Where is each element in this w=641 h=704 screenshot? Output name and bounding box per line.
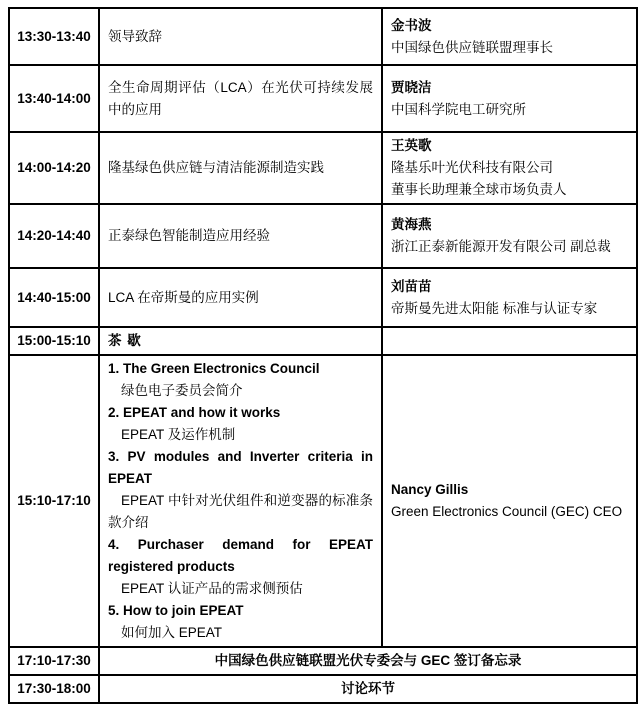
agenda-item-zh: EPEAT 认证产品的需求侧预估 [121,581,303,596]
speaker-name: 贾晓洁 [391,79,432,95]
speaker-name: 王英歌 [391,138,432,153]
topic-cell: 隆基绿色供应链与清洁能源制造实践 [99,132,382,204]
speaker-name: 刘苗苗 [391,278,432,294]
speaker-affiliation: 中国绿色供应链联盟理事长 [391,39,553,55]
speaker-cell [382,132,637,204]
speaker-affiliation: 中国科学院电工研究所 [391,101,526,117]
tea-break-cell: 茶 歇 [99,327,382,355]
table-row [9,132,637,204]
speaker-cell [382,355,637,647]
time-cell: 17:30-18:00 [9,675,99,703]
table-row [9,675,637,703]
time-cell: 15:10-17:10 [9,355,99,647]
speaker-affiliation: Green Electronics Council (GEC) CEO [391,504,623,519]
agenda-item-zh: EPEAT 及运作机制 [121,427,236,442]
speaker-affiliation: 浙江正泰新能源开发有限公司 副总裁 [391,239,611,254]
agenda-item-zh: 绿色电子委员会简介 [121,383,243,398]
agenda-item-en: 4. Purchaser demand for EPEAT registered products [108,537,373,574]
topic-cell: 领导致辞 [99,8,382,65]
time-cell: 14:00-14:20 [9,132,99,204]
table-row [9,327,637,355]
time-cell: 13:30-13:40 [9,8,99,65]
table-row [9,355,637,647]
table-row [9,204,637,268]
speaker-cell-empty [382,327,637,355]
time-cell: 15:00-15:10 [9,327,99,355]
agenda-item-en: 3. PV modules and Inverter criteria in EPEAT [108,449,373,486]
speaker-affiliation: 隆基乐叶光伏科技有限公司 [391,160,553,175]
speaker-cell [382,65,637,132]
topic-cell: 正泰绿色智能制造应用经验 [99,204,382,268]
time-cell: 13:40-14:00 [9,65,99,132]
agenda-item-en: 1. The Green Electronics Council [108,361,320,376]
agenda-items-cell [99,355,382,647]
table-row [9,8,637,65]
time-cell: 14:40-15:00 [9,268,99,327]
speaker-affiliation: 帝斯曼先进太阳能 标准与认证专家 [391,300,598,316]
table-row [9,65,637,132]
agenda-item-en: 5. How to join EPEAT [108,603,244,618]
agenda-table [8,7,638,704]
speaker-name: 金书波 [391,17,432,33]
merged-session-cell: 讨论环节 [99,675,637,703]
speaker-cell [382,204,637,268]
topic-cell: LCA 在帝斯曼的应用实例 [99,268,382,327]
time-cell: 14:20-14:40 [9,204,99,268]
table-row [9,647,637,675]
agenda-item-en: 2. EPEAT and how it works [108,405,281,420]
agenda-item-zh: 如何加入 EPEAT [121,625,223,640]
speaker-cell [382,8,637,65]
speaker-cell [382,268,637,327]
speaker-title: 董事长助理兼全球市场负责人 [391,182,567,197]
merged-session-cell: 中国绿色供应链联盟光伏专委会与 GEC 签订备忘录 [99,647,637,675]
speaker-name: 黄海燕 [391,217,432,232]
agenda-item-zh: EPEAT 中针对光伏组件和逆变器的标准条款介绍 [108,493,373,530]
table-row [9,268,637,327]
speaker-name: Nancy Gillis [391,482,469,497]
time-cell: 17:10-17:30 [9,647,99,675]
topic-cell: 全生命周期评估（LCA）在光伏可持续发展中的应用 [99,65,382,132]
